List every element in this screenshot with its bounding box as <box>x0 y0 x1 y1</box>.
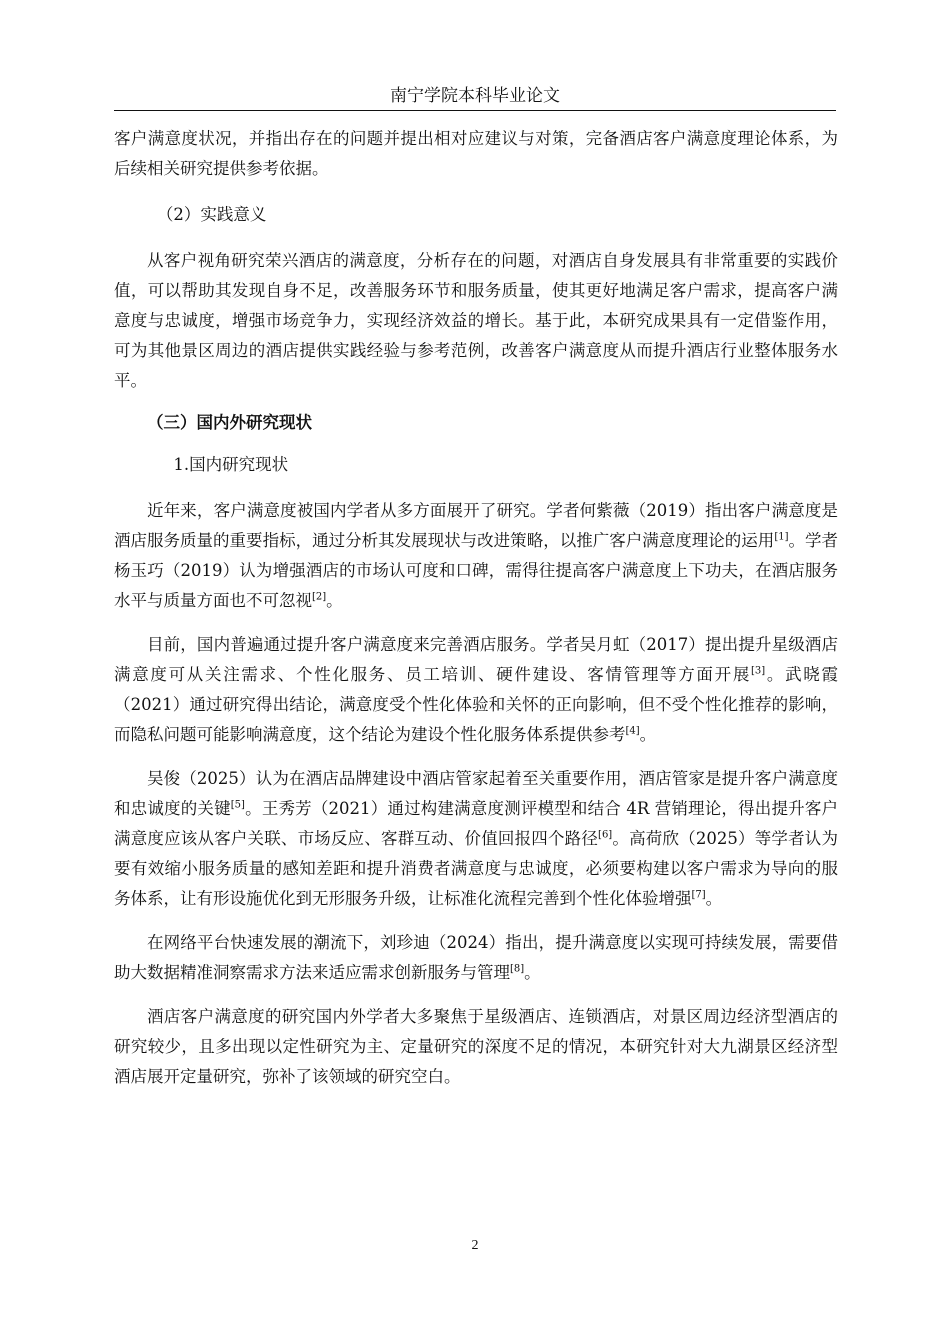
paragraph-domestic-4 <box>114 928 838 988</box>
citation-ref: [8] <box>510 963 525 975</box>
text-run: 。高荷欣（2025）等学者认为要有效缩小服务质量的感知差距和提升消费者满意度与忠诚度，必须要构建以客户需求为导向的服务体系，让有形设施优化到无形服务升级，让标准化流程完善到个性化体验增强 <box>114 829 839 908</box>
text-run: 近年来，客户满意度被国内学者从多方面展开了研究。学者何紫薇（2019）指出客户满意度是酒店服务质量的重要指标，通过分析其发展现状与改进策略，以推广客户满意度理论的运用 <box>114 501 838 550</box>
citation-ref: [3] <box>751 665 766 677</box>
text-run: 。王秀芳（2021）通过构建满意度测评模型和结合 4R 营销理论，得出提升客户满意度应该从客户关联、市场反应、客群互动、价值回报四个路径 <box>114 799 839 848</box>
text-run: 。武晓霞（2021）通过研究得出结论，满意度受个性化体验和关怀的正向影响，但不受个性化推荐的影响，而隐私问题可能影响满意度，这个结论为建设个性化服务体系提供参考 <box>114 665 839 744</box>
text-run: 。 <box>524 963 541 982</box>
text-run: 。 <box>705 889 723 908</box>
page-header-title: 南宁学院本科毕业论文 <box>390 86 560 106</box>
paragraph-continued: 客户满意度状况，并指出存在的问题并提出相对应建议与对策，完备酒店客户满意度理论体系，为后续相关研究提供参考依据。 <box>114 129 838 178</box>
citation-ref: [2] <box>312 591 327 603</box>
document-body <box>114 124 838 1092</box>
citation-ref: [6] <box>598 829 613 841</box>
paragraph-domestic-2 <box>114 630 838 750</box>
text-run: 。 <box>639 725 657 744</box>
section-heading-research-status: （三）国内外研究现状 <box>147 413 312 432</box>
page-number: 2 <box>471 1238 479 1253</box>
citation-ref: [1] <box>774 531 789 543</box>
citation-ref: [7] <box>691 889 706 901</box>
header-rule <box>114 110 836 111</box>
text-run: 在网络平台快速发展的潮流下，刘珍迪（2024）指出，提升满意度以实现可持续发展，需要借助大数据精准洞察需求方法来适应需求创新服务与管理 <box>114 933 838 982</box>
heading-practical-significance: （2）实践意义 <box>156 205 267 224</box>
paragraph-practical-significance: 从客户视角研究荣兴酒店的满意度，分析存在的问题，对酒店自身发展具有非常重要的实践价值，可以帮助其发现自身不足，改善服务环节和服务质量，使其更好地满足客户需求，提高客户满意度与忠诚度，增强市场竞争力，实现经济效益的增长。基于此，本研究成果具有一定借鉴作用，可为其他景区周边的酒店提供实践经验与参考范例，改善客户满意度从而提升酒店行业整体服务水平。 <box>114 251 838 390</box>
citation-ref: [5] <box>230 799 245 811</box>
text-run: 目前，国内普遍通过提升客户满意度来完善酒店服务。学者吴月虹（2017）提出提升星级酒店满意度可从关注需求、个性化服务、员工培训、硬件建设、客情管理等方面开展 <box>114 635 838 684</box>
citation-ref: [4] <box>625 725 640 737</box>
text-run: 吴俊（2025）认为在酒店品牌建设中酒店管家起着至关重要作用，酒店管家是提升客户满意度和忠诚度的关键 <box>114 769 838 818</box>
heading-domestic-research: 1.国内研究现状 <box>173 455 289 474</box>
text-run: 。学者杨玉巧（2019）认为增强酒店的市场认可度和口碑，需得往提高客户满意度上下功夫，在酒店服务水平与质量方面也不可忽视 <box>114 531 839 610</box>
paragraph-domestic-1 <box>114 496 838 616</box>
text-run: 。 <box>326 591 343 610</box>
paragraph-domestic-5: 酒店客户满意度的研究国内外学者大多聚焦于星级酒店、连锁酒店，对景区周边经济型酒店的研究较少，且多出现以定性研究为主、定量研究的深度不足的情况，本研究针对大九湖景区经济型酒店展开定量研究，弥补了该领域的研究空白。 <box>114 1007 838 1086</box>
paragraph-domestic-3 <box>114 764 838 914</box>
